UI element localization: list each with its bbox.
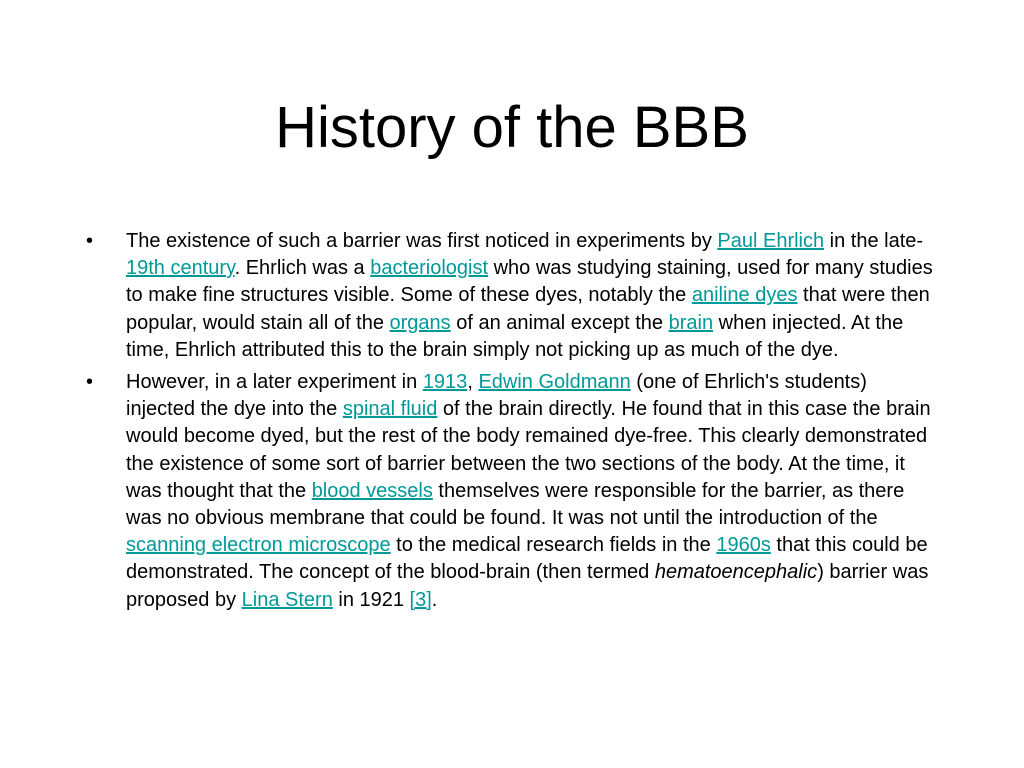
- bullet-text: that this could be demonstrated. The concept of the blood-brain (then termed: [126, 534, 928, 584]
- link-1960s[interactable]: 1960s: [716, 534, 771, 557]
- bullet-text: (one of Ehrlich's students) injected the dye into the: [126, 371, 867, 421]
- bullet-text: of an animal except the: [450, 311, 669, 334]
- link-lina-stern[interactable]: Lina Stern: [241, 588, 333, 611]
- bullet-text: ) barrier was proposed by: [126, 561, 929, 611]
- italic-term: hematoencephalic: [654, 561, 818, 584]
- link-organs[interactable]: organs: [389, 311, 451, 334]
- bullet-item-2: [86, 369, 938, 614]
- bullet-text: ,: [467, 371, 479, 394]
- link-spinal-fluid[interactable]: spinal fluid: [342, 398, 438, 421]
- bullet-text: when injected. At the time, Ehrlich attributed this to the brain simply not picking up as much of the dye.: [126, 311, 904, 361]
- bullet-text: .: [431, 588, 438, 611]
- bullet-text: to the medical research fields in the: [390, 534, 717, 557]
- bullet-text: in 1921: [332, 588, 410, 611]
- link-edwin-goldmann[interactable]: Edwin Goldmann: [478, 371, 631, 394]
- bullet-text: in the late-: [824, 230, 924, 252]
- link-scanning-electron-microscope[interactable]: scanning electron microscope: [126, 534, 391, 557]
- bullet-text: who was studying staining, used for many studies to make fine structures visible. Some of these dyes, notably the: [126, 257, 933, 307]
- bullet-item-1: [86, 228, 938, 364]
- link-paul-ehrlich[interactable]: Paul Ehrlich: [717, 230, 825, 252]
- bullet-marker: •: [86, 371, 94, 394]
- link-bacteriologist[interactable]: bacteriologist: [370, 257, 489, 280]
- link-brain[interactable]: brain: [668, 311, 714, 334]
- link-reference-3[interactable]: [3]: [409, 588, 432, 611]
- bullet-text: The existence of such a barrier was first noticed in experiments by: [126, 230, 718, 252]
- link-19th-century[interactable]: 19th century: [126, 257, 235, 280]
- bullet-text: that were then popular, would stain all of the: [126, 284, 930, 334]
- bullet-list: [86, 228, 938, 619]
- bullet-text: . Ehrlich was a: [234, 257, 371, 280]
- link-aniline-dyes[interactable]: aniline dyes: [691, 284, 798, 307]
- bullet-text: of the brain directly. He found that in this case the brain would become dyed, but the rest of the body remained dye-free. This clearly demonstrated the existence of some sort of barrier between the two sections of the body. At the time, it was thought that the: [126, 398, 931, 502]
- bullet-marker: •: [86, 230, 94, 252]
- bullet-text: themselves were responsible for the barrier, as there was no obvious membrane that could be found. It was not until the introduction of the: [126, 479, 905, 530]
- slide-title: History of the BBB: [275, 95, 749, 160]
- link-1913[interactable]: 1913: [422, 371, 468, 394]
- bullet-text: However, in a later experiment in: [126, 371, 423, 394]
- link-blood-vessels[interactable]: blood vessels: [311, 479, 433, 502]
